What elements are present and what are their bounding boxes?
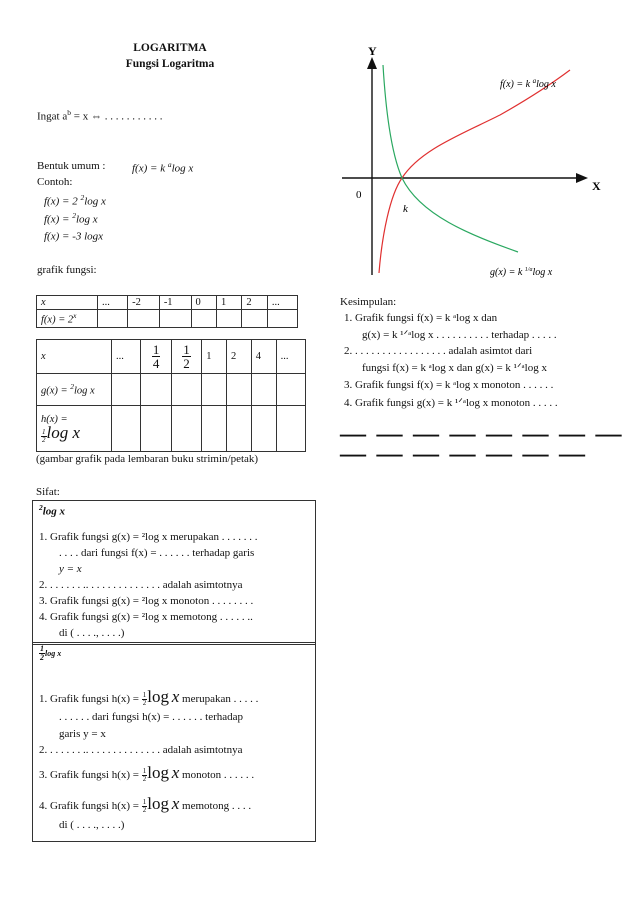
y-axis-label: Y (368, 44, 377, 58)
table-cell: x (37, 296, 98, 310)
list-item: garis y = x (59, 728, 106, 740)
table-cell (227, 374, 252, 406)
table-cell (112, 406, 141, 452)
page-subtitle: Fungsi Logaritma (125, 58, 215, 70)
list-item: 2. . . . . . . .. . . . . . . . . . . . . . adalah asimtotnya (39, 744, 243, 756)
contoh-item: f(x) = -3 logx (44, 230, 104, 243)
table-cell (276, 374, 305, 406)
list-item: 4. Grafik fungsi g(x) = k ¹ᐟᵃlog x monoton . . . . . (344, 397, 558, 409)
table-cell (202, 406, 227, 452)
list-item: 4. Grafik fungsi g(x) = ²log x memotong . . . . . .. (39, 611, 253, 623)
table-cell: ... (267, 296, 297, 310)
table-cell: g(x) = $^2$log x (37, 374, 112, 406)
table-cell: x (37, 340, 112, 374)
dashed-separator: — — — — — — — — — — — — — — — (340, 419, 624, 468)
table-cell: -2 (128, 296, 160, 310)
g-curve (383, 65, 518, 252)
table-cell: h(x) = $\frac{1}{2}$ log x (37, 406, 112, 452)
list-item: 2. . . . . . . .. . . . . . . . . . . . . . adalah asimtotnya (39, 579, 243, 591)
f-curve (379, 70, 570, 273)
table-cell: 1 (216, 296, 241, 310)
g-curve-label: g(x) = k $^{1/a}$log x (490, 267, 553, 278)
f-curve-label: f(x) = k $^a$log x (500, 77, 556, 90)
table-cell (276, 406, 305, 452)
table-cell (202, 374, 227, 406)
list-item: 3. Grafik fungsi g(x) = ²log x monoton . . . . . . . . (39, 595, 254, 607)
contoh-item: f(x) = $^2$log x (44, 211, 98, 226)
table-cell (141, 406, 171, 452)
table-row (37, 310, 298, 328)
contoh-label: Contoh: (37, 176, 73, 188)
list-item: 1. Grafik fungsi f(x) = k ᵃlog x dan (344, 312, 498, 324)
table-cell (98, 310, 128, 328)
list-item: 3. Grafik fungsi h(x) = $\frac{1}{2}$ log x monoton . . . . . . (39, 763, 255, 783)
sifat-box-2log (32, 500, 316, 645)
sifat-box-header: $^2$log x (39, 503, 66, 518)
grafik-label: grafik fungsi: (37, 264, 97, 276)
table-cell: ... (98, 296, 128, 310)
log-graph (330, 35, 630, 285)
table-cell: -1 (159, 296, 191, 310)
list-item: fungsi f(x) = k ᵃlog x dan g(x) = k ¹ᐟᵃlog x (362, 362, 547, 374)
table-f (36, 295, 298, 328)
table-cell: $\frac{1}{4}$ (141, 340, 171, 374)
list-item: g(x) = k ¹ᐟᵃlog x . . . . . . . . . . terhadap . . . . . (362, 329, 557, 341)
sifat-box-header: $\frac{1}{2}$ log x (40, 644, 62, 662)
bentuk-umum-label: Bentuk umum : (37, 160, 106, 172)
contoh-item: f(x) = 2 $^2$log x (44, 193, 106, 208)
table-cell (112, 374, 141, 406)
y-axis-arrow (367, 57, 377, 69)
table-cell (159, 310, 191, 328)
list-item: 3. Grafik fungsi f(x) = k ᵃlog x monoton . . . . . . (344, 379, 554, 391)
table-cell (171, 406, 201, 452)
table-cell (242, 310, 267, 328)
list-item: di ( . . . ., . . . .) (59, 819, 125, 831)
list-item: 1. Grafik fungsi h(x) = $\frac{1}{2}$ log x merupakan . . . . . (39, 687, 259, 707)
table-cell (141, 374, 171, 406)
kesimpulan-label: Kesimpulan: (340, 296, 397, 308)
list-item: 4. Grafik fungsi h(x) = $\frac{1}{2}$ log x memotong . . . . (39, 794, 252, 814)
bentuk-umum-formula: f(x) = k $^a$log x (132, 160, 194, 175)
table-cell (251, 374, 276, 406)
table-cell: $\frac{1}{2}$ (171, 340, 201, 374)
table-cell: ... (112, 340, 141, 374)
ingat-line: Ingat $a^b = x$ ⇔ . . . . . . . . . . . (37, 108, 163, 123)
table-cell: 0 (191, 296, 216, 310)
table-cell (251, 406, 276, 452)
origin-label: 0 (356, 189, 362, 201)
table-row (37, 406, 306, 452)
table-cell: 4 (251, 340, 276, 374)
table-cell (171, 374, 201, 406)
x-axis-label: X (592, 179, 601, 193)
table-cell: 2 (227, 340, 252, 374)
list-item: 2. . . . . . . . . . . . . . . . . . adalah asimtot dari (344, 345, 533, 357)
sifat-label: Sifat: (36, 486, 60, 498)
list-item: . . . . . . dari fungsi h(x) = . . . . . . terhadap (59, 711, 243, 723)
table-cell (191, 310, 216, 328)
table-cell: $f(x) = 2^x$ (37, 310, 98, 328)
list-item: 1. Grafik fungsi g(x) = ²log x merupakan . . . . . . . (39, 531, 258, 543)
table-cell (216, 310, 241, 328)
table-cell: 2 (242, 296, 267, 310)
table-row (37, 374, 306, 406)
table-cell: 1 (202, 340, 227, 374)
list-item: . . . . dari fungsi f(x) = . . . . . . terhadap garis (59, 547, 255, 559)
list-item: y = x (59, 563, 82, 575)
table-g-h (36, 339, 306, 452)
page-title: LOGARITMA (133, 42, 207, 54)
gambar-note: (gambar grafik pada lembaran buku strimin/petak) (36, 453, 259, 465)
table-cell (227, 406, 252, 452)
k-label: k (403, 203, 408, 215)
table-cell (267, 310, 297, 328)
table-row (37, 340, 306, 374)
table-cell: ... (276, 340, 305, 374)
table-row (37, 296, 298, 310)
sifat-box-halflog (32, 642, 316, 842)
x-axis-arrow (576, 173, 588, 183)
list-item: di ( . . . ., . . . .) (59, 627, 125, 639)
table-cell (128, 310, 160, 328)
